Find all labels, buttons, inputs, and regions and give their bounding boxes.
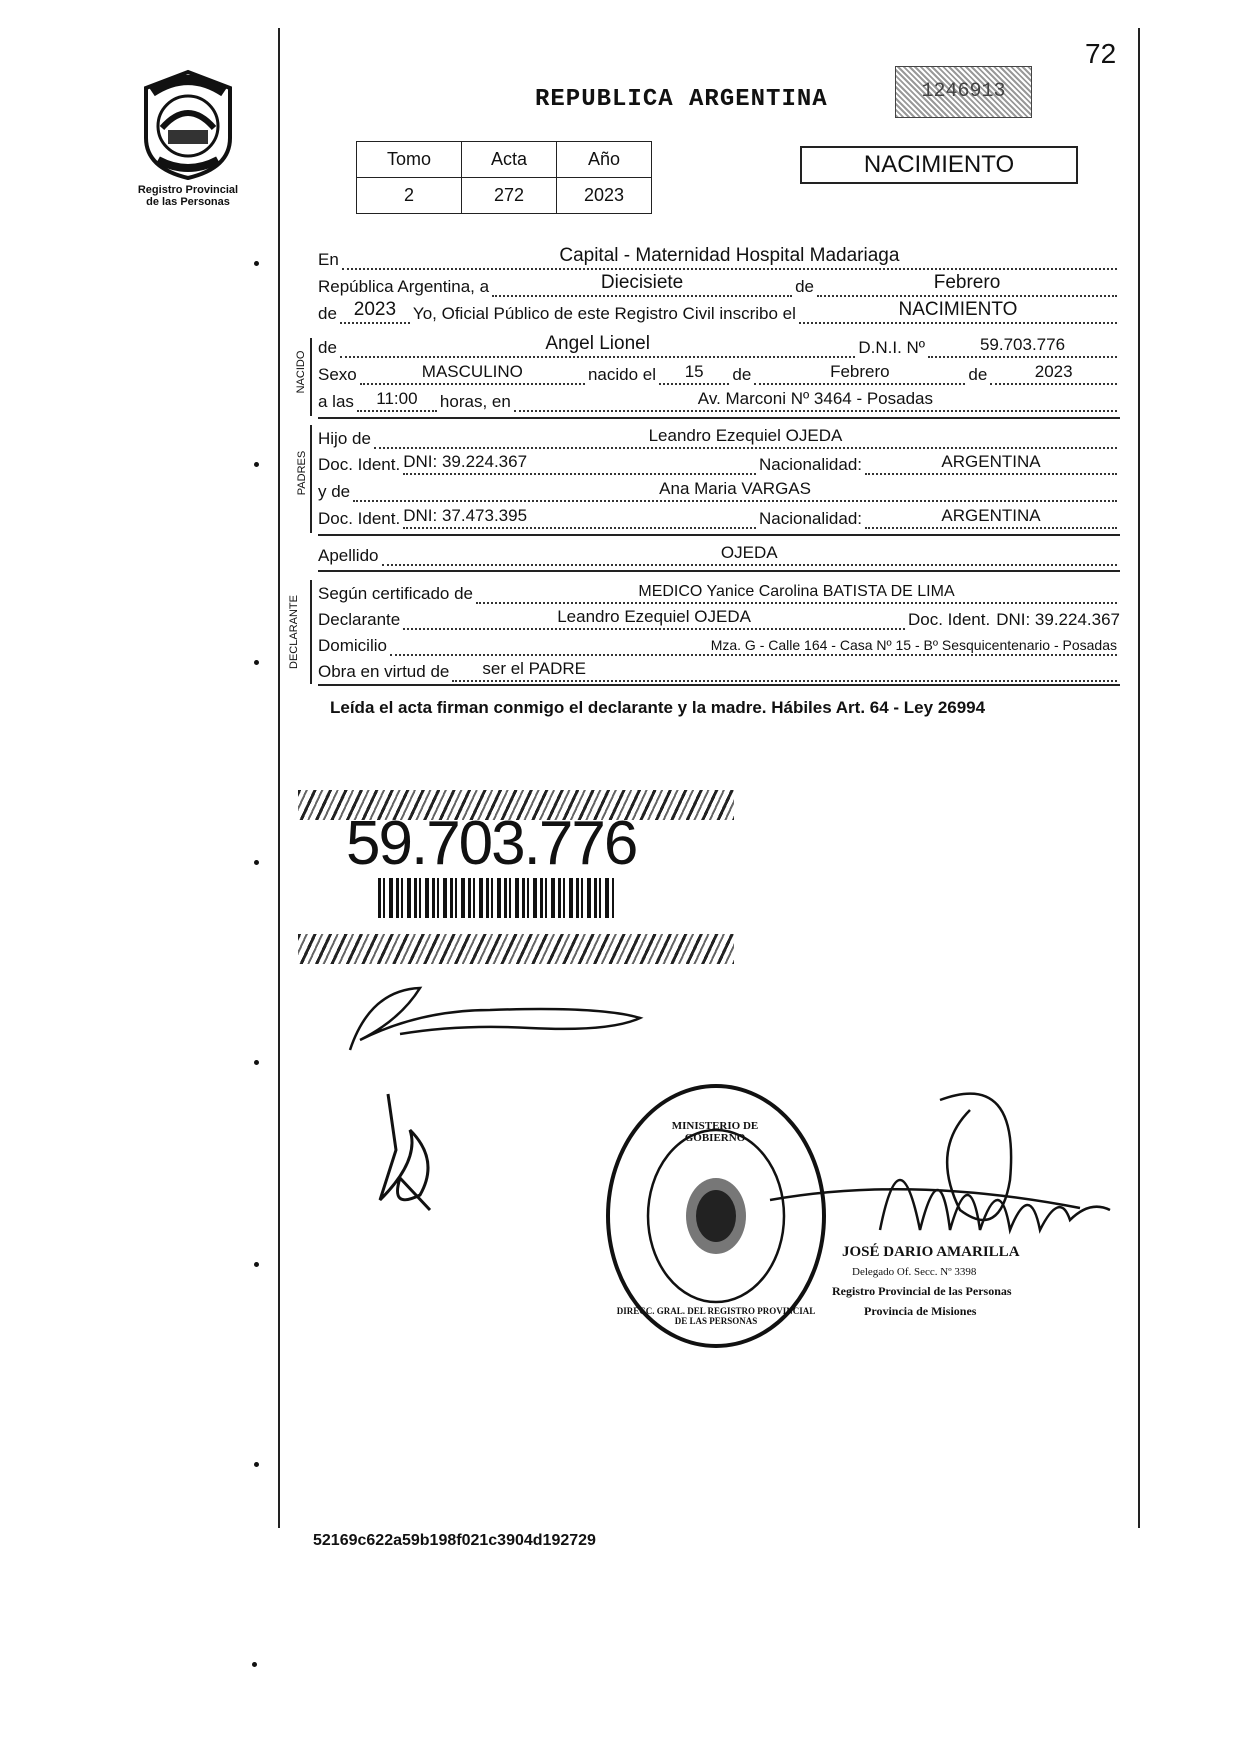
declarante-field [403, 608, 905, 630]
padre-nac-label: Nacionalidad: [759, 455, 863, 474]
mes-value: Febrero [933, 272, 1001, 293]
row-declarante [318, 604, 1120, 630]
record-table [356, 141, 652, 214]
nacido-anio-value: 2023 [1034, 362, 1073, 381]
left-margin-rule [278, 28, 280, 1528]
madre-doc-label: Doc. Ident. [318, 509, 401, 528]
madre-nac-field [865, 507, 1117, 529]
nacido-dni-field [928, 336, 1117, 358]
punch-dot [254, 462, 259, 467]
row-inscribo [318, 298, 1120, 324]
nacido-lugar-value: Av. Marconi Nº 3464 - Posadas [697, 389, 933, 408]
sexo-label: Sexo [318, 365, 357, 384]
de2-label: de [318, 304, 337, 323]
apellido-section-rule [318, 570, 1120, 572]
obra-field [452, 660, 1117, 682]
padre-field [374, 427, 1117, 449]
madre-field [353, 480, 1117, 502]
row-obra [318, 656, 1120, 682]
official-office: Registro Provincial de las Personas [832, 1284, 1012, 1298]
lugar-value: Capital - Maternidad Hospital Madariaga [559, 245, 900, 266]
sexo-value: MASCULINO [421, 362, 523, 381]
declarante-doc-label: Doc. Ident. [907, 610, 991, 629]
nacido-dni-label: D.N.I. Nº [858, 338, 926, 357]
punch-dot [254, 1262, 259, 1267]
declarante-value: Leandro Ezequiel OJEDA [557, 607, 751, 626]
nacido-de-label: de [318, 338, 337, 357]
padre-doc-field [403, 453, 756, 475]
certificado-value: MEDICO Yanice Carolina BATISTA DE LIMA [638, 583, 955, 600]
nacido-section-bar [310, 338, 312, 416]
anio-field [340, 299, 410, 324]
official-name: JOSÉ DARIO AMARILLA [842, 1244, 1020, 1260]
provincial-seal-logo [138, 68, 238, 180]
row-en [318, 244, 1120, 270]
domicilio-label: Domicilio [318, 636, 387, 655]
serial-number-box: 1246913 [895, 66, 1032, 118]
apellido-value: OJEDA [720, 543, 778, 562]
madre-nac-value: ARGENTINA [941, 506, 1041, 525]
declarante-label: Declarante [318, 610, 401, 629]
dni-barcode [378, 878, 614, 918]
obra-label: Obra en virtud de [318, 662, 450, 681]
hijo-de-label: Hijo de [318, 429, 371, 448]
punch-dot [254, 1462, 259, 1467]
seal-ring-text: DIRECC. GRAL. DEL REGISTRO PROVINCIAL DE LAS PERSONAS [616, 1306, 816, 1326]
row-padre [318, 423, 1120, 449]
right-margin-rule [1138, 28, 1140, 1528]
madre-doc-value: DNI: 37.473.395 [403, 506, 528, 525]
republica-label: República Argentina, a [318, 277, 490, 296]
record-value-acta: 272 [462, 178, 557, 214]
madre-doc-field [403, 507, 756, 529]
lugar-field [342, 245, 1117, 270]
nacido-de-label2: de [732, 365, 752, 384]
row-nacido-sexo [318, 359, 1120, 385]
anio-value: 2023 [353, 299, 397, 320]
declarante-section-bar [310, 580, 312, 684]
logo-caption-line1: Registro Provincial [137, 184, 239, 196]
oficial-label: Yo, Oficial Público de este Registro Civil inscribo el [412, 304, 796, 323]
record-header-acta: Acta [462, 142, 557, 178]
punch-dot [252, 1662, 257, 1667]
declarante-doc-value: DNI: 39.224.367 [996, 610, 1120, 629]
y-de-label: y de [318, 482, 351, 501]
page-number: 72 [1085, 38, 1117, 69]
nacido-nombre-field [340, 333, 855, 358]
horas-en-label: horas, en [439, 392, 511, 411]
record-type-box: NACIMIENTO [800, 146, 1078, 184]
padre-nac-field [865, 453, 1117, 475]
padres-section-label: PADRES [296, 450, 308, 496]
punch-dot [254, 261, 259, 266]
row-nacido-hora [318, 386, 1120, 412]
sexo-field [360, 363, 585, 385]
record-header-tomo: Tomo [357, 142, 462, 178]
record-table-header [357, 142, 652, 178]
padres-section-bar [310, 425, 312, 533]
seal-inner-text: MINISTERIO DE GOBIERNO [671, 1120, 759, 1144]
certificado-field [476, 582, 1117, 604]
logo-caption-line2: de las Personas [146, 196, 230, 208]
domicilio-value: Mza. G - Calle 164 - Casa Nº 15 - Bº Sesquicentenario - Posadas [710, 637, 1117, 653]
document-hash: 52169c622a59b198f021c3904d192729 [313, 1532, 596, 1549]
nacido-de-label3: de [968, 365, 988, 384]
declarante-section-label: DECLARANTE [288, 595, 300, 669]
declarante-signature [340, 970, 660, 1060]
punch-dot [254, 660, 259, 665]
row-madre-doc [318, 503, 1120, 529]
declarante-section-rule [318, 684, 1120, 686]
dni-strip-number: 59.703.776 [346, 809, 637, 878]
record-table-values [357, 178, 652, 214]
nacido-nombre-value: Angel Lionel [545, 333, 650, 354]
mes-field [817, 272, 1117, 297]
nacido-el-label: nacido el [587, 365, 656, 384]
nacido-dia-value: 15 [684, 362, 704, 381]
hora-value: 11:00 [376, 389, 418, 408]
nacido-lugar-field [514, 390, 1117, 412]
row-fecha [318, 271, 1120, 297]
punch-dot [254, 1060, 259, 1065]
official-role: Delegado Of. Secc. Nº 3398 [852, 1266, 977, 1278]
row-apellido [318, 540, 1120, 566]
padre-doc-label: Doc. Ident. [318, 455, 401, 474]
nacido-dia-field [659, 363, 729, 385]
record-value-anio: 2023 [557, 178, 652, 214]
padre-doc-value: DNI: 39.224.367 [403, 452, 528, 471]
closing-note: Leída el acta firman conmigo el declarante y la madre. Hábiles Art. 64 - Ley 26994 [330, 698, 986, 717]
row-madre [318, 476, 1120, 502]
row-certificado [318, 578, 1120, 604]
padres-section-rule [318, 534, 1120, 536]
padre-value: Leandro Ezequiel OJEDA [648, 426, 843, 445]
record-value-tomo: 2 [357, 178, 462, 214]
punch-dot [254, 860, 259, 865]
en-label: En [318, 250, 339, 269]
nacido-section-label: NACIDO [295, 350, 307, 394]
nacido-section-rule [318, 417, 1120, 419]
row-padre-doc [318, 449, 1120, 475]
official-province: Provincia de Misiones [864, 1304, 977, 1318]
apellido-label: Apellido [318, 546, 379, 565]
row-domicilio [318, 630, 1120, 656]
nacido-dni-value: 59.703.776 [979, 335, 1066, 354]
certificado-label: Según certificado de [318, 584, 473, 603]
nacido-mes-value: Febrero [830, 362, 890, 381]
inscripcion-value: NACIMIENTO [898, 299, 1018, 320]
official-signature [760, 1080, 1140, 1260]
madre-value: Ana Maria VARGAS [659, 479, 811, 498]
logo-caption [118, 184, 258, 208]
record-header-anio: Año [557, 142, 652, 178]
domicilio-field [390, 634, 1117, 656]
de-label: de [795, 277, 814, 296]
hora-field [357, 390, 437, 412]
obra-value: ser el PADRE [482, 659, 586, 678]
madre-nac-label: Nacionalidad: [759, 509, 863, 528]
madre-signature [360, 1090, 460, 1220]
security-band-bottom [298, 934, 734, 964]
document-title: REPUBLICA ARGENTINA [535, 86, 828, 113]
padre-nac-value: ARGENTINA [941, 452, 1041, 471]
inscripcion-field [799, 299, 1117, 324]
dia-value: Diecisiete [600, 272, 684, 293]
row-nacido-nombre [318, 332, 1120, 358]
nacido-anio-field [990, 363, 1117, 385]
apellido-field [382, 544, 1118, 566]
dia-field [492, 272, 792, 297]
nacido-mes-field [754, 363, 965, 385]
a-las-label: a las [318, 392, 354, 411]
